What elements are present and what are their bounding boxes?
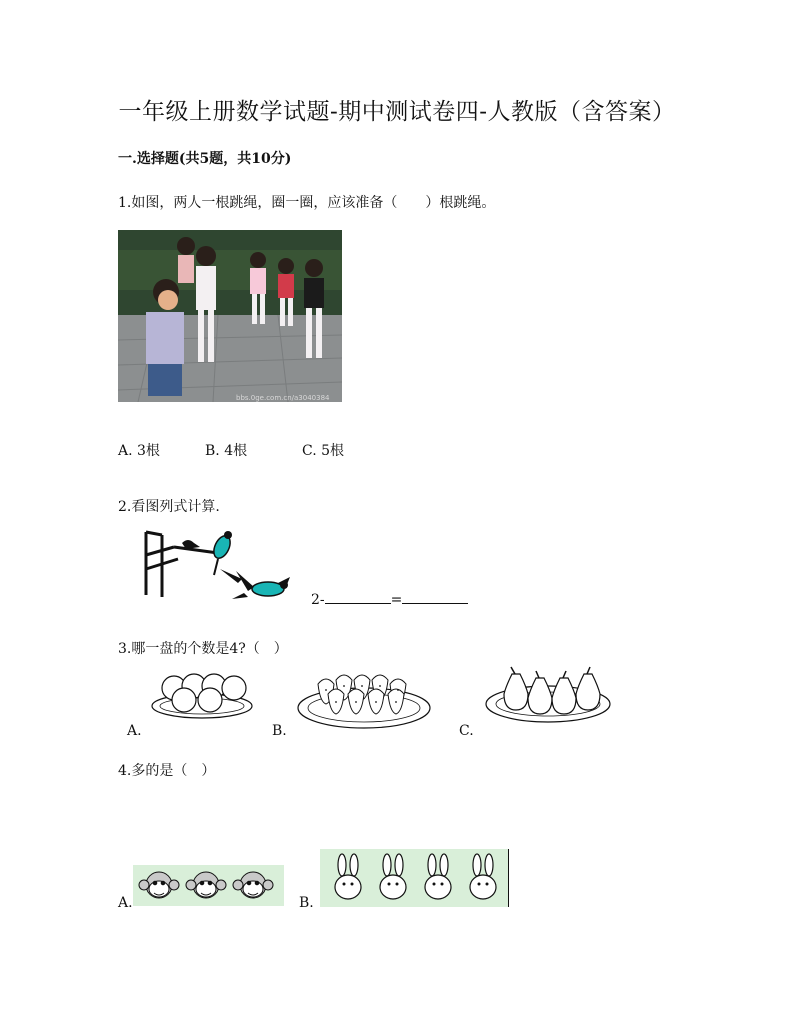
q4-label-a: A. (118, 895, 133, 911)
answer-blank-2[interactable] (402, 589, 468, 604)
birds-illustration (118, 527, 310, 602)
plate-strawberries (296, 662, 436, 732)
option-c: C. 5根 (302, 443, 345, 459)
strawberries-plate-illustration (296, 662, 436, 732)
rabbits-illustration (320, 849, 508, 907)
q3-label-b: B. (272, 723, 287, 739)
answer-blank-1[interactable] (325, 589, 391, 604)
section-heading: 一.选择题(共5题，共10分) (118, 151, 292, 167)
equation-equals: = (390, 592, 403, 608)
plate-pears (484, 664, 616, 730)
photo-watermark: bbs.0ge.com.cn/a3040384 (236, 394, 330, 402)
equation (311, 589, 468, 608)
apples-plate-illustration (150, 660, 260, 722)
option-a: A. 3根 (118, 443, 160, 459)
equation-prefix: 2- (311, 592, 325, 608)
q3-label-c: C. (459, 723, 474, 739)
question-2-text: 2.看图列式计算. (118, 499, 220, 515)
birds-picture (118, 527, 310, 602)
plate-apples (150, 660, 260, 722)
monkeys-box (133, 865, 284, 906)
page-title: 一年级上册数学试题-期中测试卷四-人教版（含答案） (118, 99, 676, 125)
q4-label-b: B. (299, 895, 314, 911)
question-1-text: 1.如图，两人一根跳绳，圈一圈，应该准备（ ）根跳绳。 (118, 195, 496, 211)
question-4-text: 4.多的是（ ） (118, 763, 216, 779)
rabbits-box (320, 849, 509, 907)
question-3-text: 3.哪一盘的个数是4?（ ） (118, 641, 288, 657)
option-b: B. 4根 (205, 443, 248, 459)
pears-plate-illustration (484, 664, 616, 730)
children-photo-illustration (118, 230, 342, 402)
monkeys-illustration (133, 865, 284, 906)
q3-label-a: A. (127, 723, 142, 739)
children-photo (118, 230, 342, 402)
